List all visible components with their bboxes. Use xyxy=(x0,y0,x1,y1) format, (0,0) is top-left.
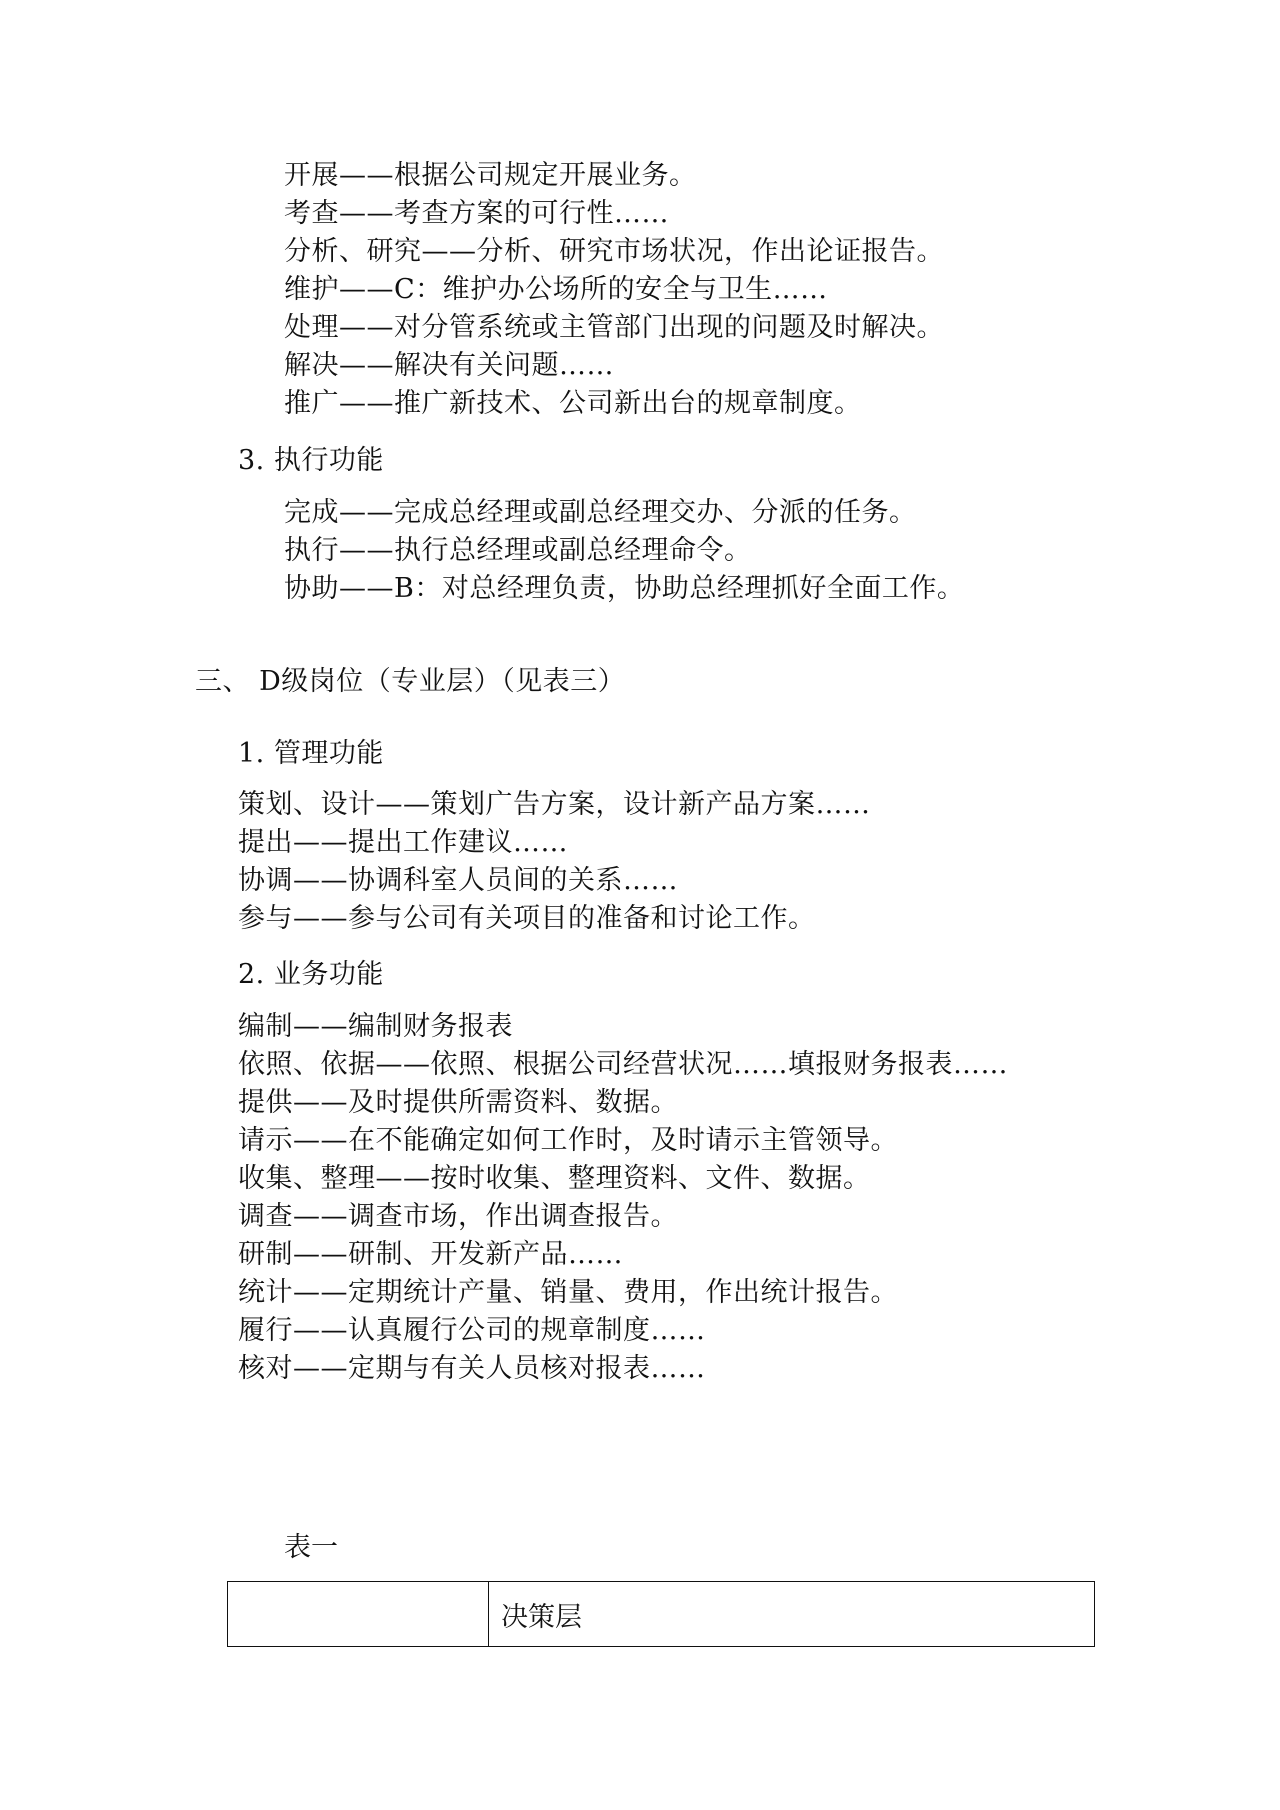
text-line: 调查——调查市场，作出调查报告。 xyxy=(238,1201,678,1232)
text-line: 执行——执行总经理或副总经理命令。 xyxy=(284,535,752,566)
text-line: 解决——解决有关问题…… xyxy=(284,350,614,381)
section-heading: 三、 D级岗位（专业层）（见表三） xyxy=(195,666,626,697)
table-caption: 表一 xyxy=(284,1532,338,1563)
text-line: 开展——根据公司规定开展业务。 xyxy=(284,160,697,191)
level-table xyxy=(227,1581,1095,1647)
text-line: 维护——C：维护办公场所的安全与卫生…… xyxy=(284,274,828,305)
text-line: 分析、研究——分析、研究市场状况，作出论证报告。 xyxy=(284,236,944,267)
text-line: 提供——及时提供所需资料、数据。 xyxy=(238,1087,678,1118)
text-line: 编制——编制财务报表 xyxy=(238,1011,513,1042)
text-line: 考查——考查方案的可行性…… xyxy=(284,198,669,229)
text-line: 履行——认真履行公司的规章制度…… xyxy=(238,1315,706,1346)
text-line: 完成——完成总经理或副总经理交办、分派的任务。 xyxy=(284,497,917,528)
text-line: 策划、设计——策划广告方案，设计新产品方案…… xyxy=(238,789,871,820)
table-cell-decision-layer: 决策层 xyxy=(501,1601,582,1633)
text-line: 推广——推广新技术、公司新出台的规章制度。 xyxy=(284,388,862,419)
text-line: 依照、依据——依照、根据公司经营状况……填报财务报表…… xyxy=(238,1049,1008,1080)
text-line: 协调——协调科室人员间的关系…… xyxy=(238,865,678,896)
text-line: 处理——对分管系统或主管部门出现的问题及时解决。 xyxy=(284,312,944,343)
text-line: 核对——定期与有关人员核对报表…… xyxy=(238,1353,706,1384)
text-line: 请示——在不能确定如何工作时，及时请示主管领导。 xyxy=(238,1125,898,1156)
text-line: 协助——B：对总经理负责，协助总经理抓好全面工作。 xyxy=(284,573,965,604)
subheading-exec-function: 3. 执行功能 xyxy=(238,445,384,476)
text-line: 提出——提出工作建议…… xyxy=(238,827,568,858)
table-cell-empty xyxy=(228,1582,489,1646)
text-line: 统计——定期统计产量、销量、费用，作出统计报告。 xyxy=(238,1277,898,1308)
text-line: 收集、整理——按时收集、整理资料、文件、数据。 xyxy=(238,1163,871,1194)
subheading-business-function: 2. 业务功能 xyxy=(238,959,384,990)
subheading-management-function: 1. 管理功能 xyxy=(238,738,384,769)
text-line: 研制——研制、开发新产品…… xyxy=(238,1239,623,1270)
text-line: 参与——参与公司有关项目的准备和讨论工作。 xyxy=(238,903,816,934)
